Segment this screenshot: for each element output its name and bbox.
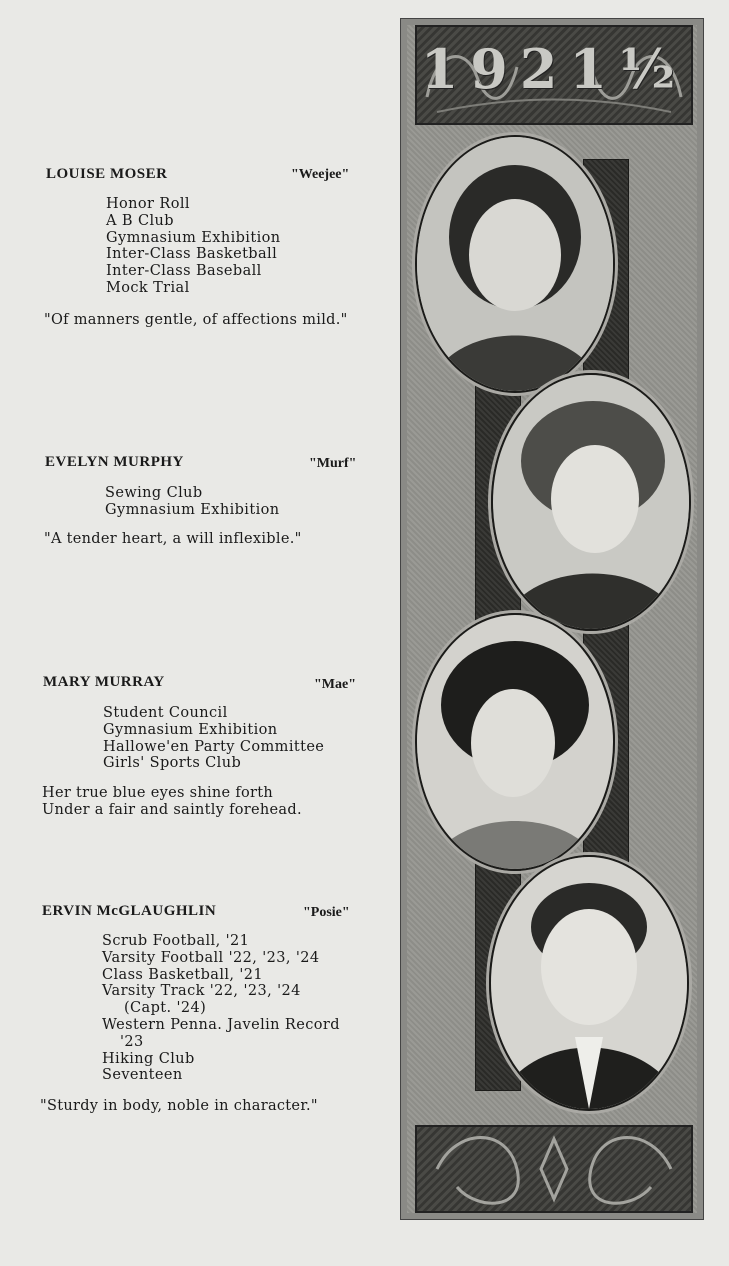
portrait-evelyn-murphy [491,373,691,631]
activity-item: Sewing Club [105,485,203,501]
year-banner-text: 1921½ [420,37,688,101]
activity-list [105,485,279,519]
student-nickname: "Weejee" [291,167,350,182]
activity-item: Mock Trial [106,279,190,296]
activity-item: Varsity Football '22, '23, '24 [102,949,320,966]
portrait-ervin-mcglaughlin [489,855,689,1111]
student-name: ERVIN McGLAUGHLIN [42,903,217,919]
activity-list [106,196,280,297]
portrait-icon [491,857,687,1109]
student-quote: "Sturdy in body, noble in character." [40,1098,318,1114]
activity-item: Class Basketball, '21 [102,966,264,983]
activity-item: Honor Roll [106,196,190,212]
activity-item: A B Club [106,212,174,229]
activity-item: Gymnasium Exhibition [103,721,278,738]
activity-item: Varsity Track '22, '23, '24 [102,983,301,1000]
student-name: MARY MURRAY [43,674,165,690]
student-name: LOUISE MOSER [46,166,168,182]
activity-item: (Capt. '24) [124,1000,207,1017]
quote-line: Under a fair and saintly forehead. [42,802,302,818]
student-quote: "Of manners gentle, of affections mild." [44,312,348,328]
activity-item: Gymnasium Exhibition [106,229,281,246]
student-quote: "A tender heart, a will inflexible." [44,531,302,547]
portrait-icon [493,375,689,629]
activity-list [103,705,324,772]
student-name: EVELYN MURPHY [45,454,184,470]
portrait-louise-moser [415,135,615,393]
activity-item: Gymnasium Exhibition [105,501,280,518]
activity-item: Western Penna. Javelin Record [102,1016,340,1033]
portrait-icon [417,137,613,391]
year-banner [415,25,693,125]
student-nickname: "Murf" [309,456,357,471]
activity-item: Girls' Sports Club [103,755,242,772]
bottom-ornament [415,1125,693,1213]
portrait-icon [417,615,613,869]
activity-item: Student Council [103,705,228,721]
activity-item: Seventeen [102,1067,183,1084]
student-nickname: "Posie" [303,905,350,920]
activity-item: Inter-Class Basketball [106,246,278,263]
student-quote [42,785,302,819]
portrait-mary-murray [415,613,615,871]
quote-line: Her true blue eyes shine forth [42,785,274,801]
leaf-scroll-ornament-icon [417,1127,691,1211]
activity-item: '23 [120,1033,144,1050]
activity-list [102,933,340,1084]
activity-item: Inter-Class Baseball [106,263,262,280]
activity-item: Scrub Football, '21 [102,933,250,949]
photo-panel [400,18,704,1220]
student-nickname: "Mae" [314,677,356,692]
activity-item: Hiking Club [102,1050,195,1067]
activity-item: Hallowe'en Party Committee [103,738,325,755]
